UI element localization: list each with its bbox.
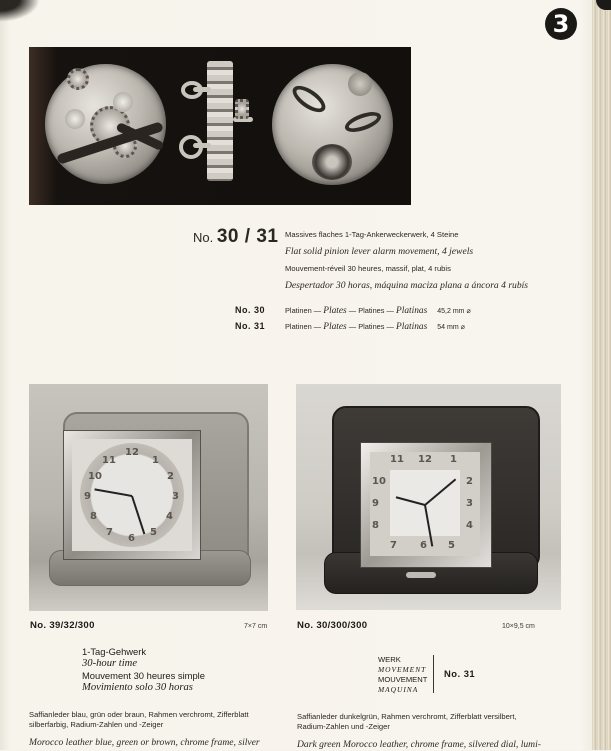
plate-size: 45,2 mm ⌀ — [437, 308, 471, 315]
dial-numeral: 4 — [466, 520, 473, 531]
description-fr: Mouvement-réveil 30 heures, massif, plat, 4 rubis — [285, 264, 451, 273]
description-de-line: silberfarbig, Radium-Zahlen und -Zeiger — [29, 720, 164, 729]
spring-icon — [288, 81, 329, 118]
plates-row — [235, 318, 471, 334]
movement-en: 30-hour time — [82, 658, 138, 669]
label-es: Platinas — [396, 322, 428, 332]
product-1-description — [29, 710, 260, 749]
dial-numeral: 12 — [125, 447, 139, 458]
plate-model-no: No. 30 — [235, 305, 266, 315]
dial-numeral: 4 — [166, 511, 173, 522]
label-fr: Platines — [358, 322, 385, 331]
dial-numeral: 5 — [150, 527, 157, 538]
dial-numeral: 9 — [84, 491, 91, 502]
travel-clock-photo-1 — [29, 384, 268, 611]
side-frame — [207, 61, 233, 181]
product-1-movement — [82, 646, 205, 694]
dial-numeral: 6 — [420, 540, 427, 551]
dial-numeral: 8 — [372, 520, 379, 531]
gear-icon — [235, 99, 249, 119]
product-1-model: No. 39/32/300 — [30, 620, 95, 631]
movement-de: 1-Tag-Gehwerk — [82, 646, 147, 657]
dial-numeral: 3 — [466, 498, 473, 509]
front-plate-image — [45, 64, 166, 184]
dial-numeral: 11 — [390, 454, 404, 465]
label-werk: WERK — [378, 655, 401, 664]
dial-numeral: 11 — [102, 455, 116, 466]
dial-numeral: 1 — [450, 454, 457, 465]
description-de-line: Radium-Zahlen und -Zeiger — [297, 722, 390, 731]
label-en: Plates — [323, 322, 347, 332]
dial-numeral: 7 — [106, 527, 113, 538]
separator: — — [348, 306, 357, 315]
clock-frame — [360, 442, 492, 568]
arbor — [193, 87, 211, 92]
arbor — [193, 143, 211, 148]
separator: — — [313, 322, 322, 331]
book-page-edges — [592, 0, 611, 750]
barrel — [113, 92, 133, 112]
balance-wheel — [312, 144, 352, 180]
minute-hand — [94, 488, 132, 497]
dial-face — [72, 439, 192, 551]
travel-clock-photo-2 — [296, 384, 561, 610]
dial-numeral: 1 — [152, 455, 159, 466]
description-de-line: Saffianleder blau, grün oder braun, Rahmen verchromt, Zifferblatt — [29, 710, 249, 719]
dial-numeral: 9 — [372, 498, 379, 509]
label-de: Platinen — [285, 322, 312, 331]
clasp — [406, 572, 436, 578]
second-hand — [131, 496, 145, 535]
bell-post — [348, 72, 372, 96]
product-2-description — [297, 712, 541, 751]
dial-numeral: 3 — [172, 491, 179, 502]
model-prefix: No. — [193, 230, 214, 245]
barrel — [65, 109, 85, 129]
separator: — — [313, 306, 322, 315]
label-movement: MOVEMENT — [378, 665, 427, 674]
back-plate-image — [272, 64, 393, 185]
gear-icon — [67, 68, 89, 90]
dial-face — [370, 452, 480, 556]
product-2-movement-labels — [378, 655, 427, 695]
label-maquina: MAQUINA — [378, 685, 419, 694]
dial-numeral: 10 — [372, 476, 386, 487]
movement-descriptions — [285, 226, 528, 294]
product-2-model: No. 30/300/300 — [297, 620, 368, 631]
label-en: Plates — [323, 306, 347, 316]
product-1-size: 7×7 cm — [244, 623, 268, 630]
plates-table — [235, 302, 471, 334]
separator: — — [348, 322, 357, 331]
label-fr: Platines — [358, 306, 385, 315]
plate-size: 54 mm ⌀ — [437, 324, 465, 331]
clock-dial — [80, 443, 184, 547]
dial-numeral: 12 — [418, 454, 432, 465]
label-de: Platinen — [285, 306, 312, 315]
plates-row — [235, 302, 471, 318]
dial-numeral: 2 — [466, 476, 473, 487]
plate-labels — [285, 303, 427, 319]
dial-numeral: 6 — [128, 533, 135, 544]
movement-es: Movimiento solo 30 horas — [82, 682, 193, 693]
plate-model-no: No. 31 — [235, 321, 266, 331]
clock-frame — [63, 430, 201, 560]
description-en-line: Morocco leather blue, green or brown, chrome frame, silver — [29, 737, 260, 748]
description-en-line: Dark green Morocco leather, chrome frame, silvered dial, lumi- — [297, 739, 541, 750]
separator: — — [386, 306, 394, 315]
product-2-movement-no: No. 31 — [444, 668, 476, 679]
divider — [433, 655, 434, 693]
dial-numeral: 7 — [390, 540, 397, 551]
spring-icon — [342, 108, 383, 136]
page-corner-shadow — [0, 0, 40, 22]
separator: — — [386, 322, 394, 331]
description-de: Massives flaches 1-Tag-Ankerweckerwerk, 4 Steine — [285, 230, 459, 239]
movement-model-number — [193, 226, 278, 248]
dial-numeral: 10 — [88, 471, 102, 482]
description-es: Despertador 30 horas, máquina maciza plana a áncora 4 rubís — [285, 280, 529, 291]
page-number-badge: 3 — [545, 8, 577, 40]
product-2-size: 10×9,5 cm — [502, 623, 535, 630]
dial-numeral: 8 — [90, 511, 97, 522]
movement-photo — [29, 47, 411, 205]
label-es: Platinas — [396, 306, 428, 316]
plate-labels — [285, 319, 427, 335]
movement-fr: Mouvement 30 heures simple — [82, 670, 205, 681]
model-number: 30 / 31 — [216, 226, 279, 247]
label-mouvement: MOUVEMENT — [378, 675, 428, 684]
side-view-image — [179, 59, 257, 185]
dial-numeral: 5 — [448, 540, 455, 551]
description-de-line: Saffianleder dunkelgrün, Rahmen verchromt, Zifferblatt versilbert, — [297, 712, 517, 721]
description-en: Flat solid pinion lever alarm movement, 4 jewels — [285, 246, 474, 257]
dial-numeral: 2 — [167, 471, 174, 482]
